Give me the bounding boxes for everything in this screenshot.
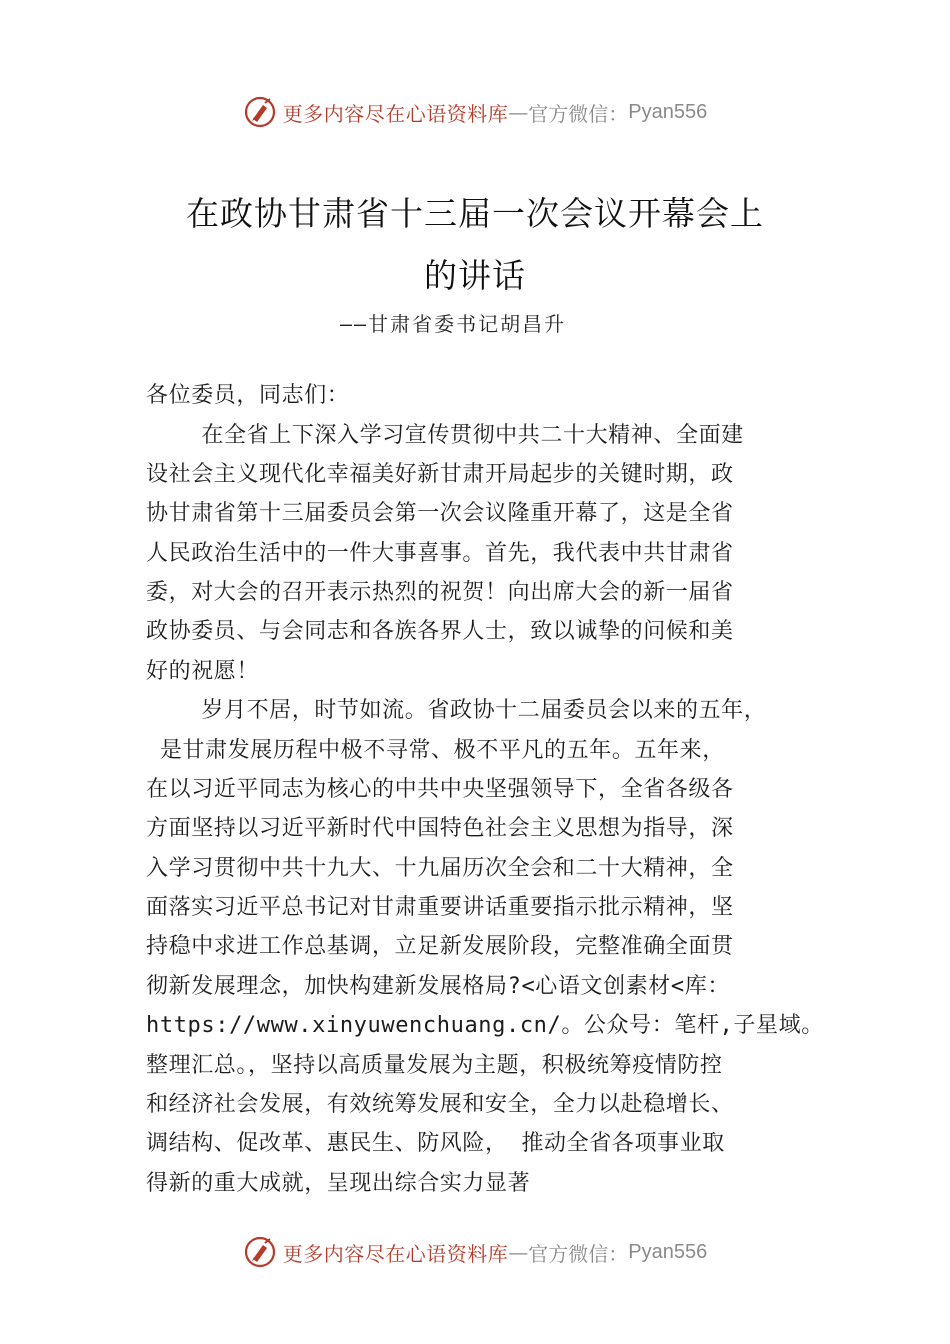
body-line: 彻新发展理念，加快构建新发展格局?<心语文创素材<库： [146,974,730,999]
body-line: 人民政治生活中的一件大事喜事。首先，我代表中共甘肃省 [146,541,734,566]
banner-separator: — [508,100,529,124]
document-title-line2: 的讲话 [424,256,526,295]
body-line: 在全省上下深入学习宣传贯彻中共二十大精神、全面建 [146,423,744,448]
footer-banner [0,1232,950,1272]
banner-separator: — [508,1240,529,1264]
banner-wechat-label: 官方微信： [528,101,629,126]
body-line: 岁月不居，时节如流。省政协十二届委员会以来的五年， [146,698,767,723]
body-line: 协甘肃省第十三届委员会第一次会议隆重开幕了，这是全省 [146,501,734,526]
body-line: 在以习近平同志为核心的中共中央坚强领导下，全省各级各 [146,777,734,802]
banner-brand-text: 更多内容尽在心语资料库 [282,1241,509,1266]
banner-brand-text: 更多内容尽在心语资料库 [282,101,509,126]
header-banner [0,92,950,132]
banner-wechat-label: 官方微信： [528,1241,629,1266]
body-line: 整理汇总。，坚持以高质量发展为主题，积极统筹疫情防控 [146,1053,723,1078]
document-subtitle: ——甘肃省委书记胡昌升 [340,312,567,336]
body-line: 持稳中求进工作总基调，立足新发展阶段，完整准确全面贯 [146,934,734,959]
body-line: 政协委员、与会同志和各族各界人士，致以诚挚的问候和美 [146,619,734,644]
body-line: 入学习贯彻中共十九大、十九届历次全会和二十大精神，全 [146,856,734,881]
pen-nib-icon [243,1235,277,1269]
body-line: 面落实习近平总书记对甘肃重要讲话重要指示批示精神，坚 [146,895,734,920]
body-line: 设社会主义现代化幸福美好新甘肃开局起步的关键时期，政 [146,462,734,487]
body-line: 是甘肃发展历程中极不寻常、极不平凡的五年。五年来， [146,738,725,763]
body-line: 方面坚持以习近平新时代中国特色社会主义思想为指导，深 [146,816,734,841]
banner-wechat-id: Pyan556 [628,100,708,123]
body-line: 好的祝愿！ [146,659,260,684]
salutation: 各位委员，同志们： [146,383,350,408]
body-line: 委，对大会的召开表示热烈的祝贺！向出席大会的新一届省 [146,580,734,605]
banner-wechat-id: Pyan556 [628,1240,708,1263]
document-title-line1: 在政协甘肃省十三届一次会议开幕会上 [186,194,764,233]
body-line: 调结构、促改革、惠民生、防风险， 推动全省各项事业取 [146,1131,725,1156]
pen-nib-icon [243,95,277,129]
body-line: 得新的重大成就，呈现出综合实力显著 [146,1171,531,1196]
body-line: 和经济社会发展，有效统筹发展和安全，全力以赴稳增长、 [146,1092,734,1117]
body-line-url: https://www.xinyuwenchuang.cn/。公众号：笔杆,子星域。 [146,1013,824,1038]
